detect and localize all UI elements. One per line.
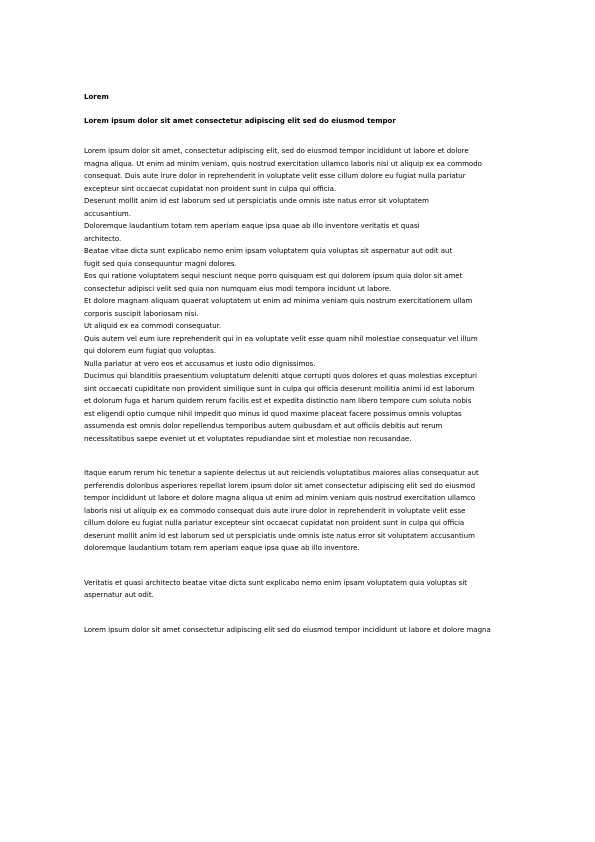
text-line: assumenda est omnis dolor repellendus temporibus autem quibusdam et aut officiis debitis aut rerum — [84, 422, 443, 430]
paragraph-2 — [84, 467, 512, 555]
document-body — [84, 93, 512, 658]
text-line: deserunt mollit anim id est laborum sed ut perspiciatis unde omnis iste natus error sit voluptatem accusantium — [84, 531, 475, 540]
text-line: Et dolore magnam aliquam quaerat voluptatem ut enim ad minima veniam quis nostrum exercitationem ullam — [84, 297, 473, 305]
section-heading: Lorem — [84, 93, 109, 101]
text-line: aspernatur aut odit. — [84, 591, 154, 599]
text-line: corporis suscipit laboriosam nisi. — [84, 309, 199, 318]
paragraph-3 — [84, 577, 512, 602]
text-line: et dolorum fuga et harum quidem rerum facilis est et expedita distinctio nam libero tempore cum soluta nobis — [84, 397, 472, 405]
text-line: qui dolorem eum fugiat quo voluptas. — [84, 347, 216, 355]
text-line: accusantium. — [84, 209, 131, 218]
text-line: Veritatis et quasi architecto beatae vitae dicta sunt explicabo nemo enim ipsam voluptatem quia voluptas sit — [84, 578, 468, 587]
document-title: Lorem ipsum dolor sit amet consectetur adipiscing elit sed do eiusmod tempor — [84, 117, 396, 125]
text-line: Ut aliquid ex ea commodi consequatur. — [84, 322, 222, 330]
text-line: Eos qui ratione voluptatem sequi nesciunt neque porro quisquam est qui dolorem ipsum quia dolor sit amet — [84, 272, 463, 280]
text-line: excepteur sint occaecat cupidatat non proident sunt in culpa qui officia. — [84, 184, 337, 193]
text-line: Ducimus qui blanditiis praesentium voluptatum deleniti atque corrupti quos dolores et quas molestias excepturi — [84, 372, 477, 380]
text-line: Itaque earum rerum hic tenetur a sapiente delectus ut aut reiciendis voluptatibus maiores alias consequatur aut — [84, 469, 479, 477]
text-line: Lorem ipsum dolor sit amet consectetur adipiscing elit sed do eiusmod tempor incididunt ut labore et dolore magna — [84, 625, 491, 634]
text-line: Nulla pariatur at vero eos et accusamus et iusto odio dignissimos. — [84, 359, 316, 368]
text-line: architecto. — [84, 234, 122, 243]
text-line: Lorem ipsum dolor sit amet, consectetur adipiscing elit, sed do eiusmod tempor incididunt ut labore et dolore — [84, 147, 469, 155]
text-line: doloremque laudantium totam rem aperiam eaque ipsa quae ab illo inventore. — [84, 544, 360, 552]
text-line: Deserunt mollit anim id est laborum sed ut perspiciatis unde omnis iste natus error sit voluptatem — [84, 197, 429, 205]
text-line: magna aliqua. Ut enim ad minim veniam, quis nostrud exercitation ullamco laboris nisi ut aliquip ex ea commodo — [84, 159, 482, 168]
text-line: Quis autem vel eum iure reprehenderit qui in ea voluptate velit esse quam nihil molestiae consequatur vel illum — [84, 334, 478, 343]
text-line: necessitatibus saepe eveniet ut et voluptates repudiandae sint et molestiae non recusandae. — [84, 434, 412, 443]
paragraph-1 — [84, 145, 512, 445]
text-line: consequat. Duis aute irure dolor in reprehenderit in voluptate velit esse cillum dolore eu fugiat nulla pariatur — [84, 172, 466, 180]
text-line: est eligendi optio cumque nihil impedit quo minus id quod maxime placeat facere possimus omnis voluptas — [84, 409, 462, 418]
paragraph-4 — [84, 624, 512, 637]
text-line: perferendis doloribus asperiores repellat lorem ipsum dolor sit amet consectetur adipiscing elit sed do eiusmod — [84, 481, 476, 490]
text-line: Beatae vitae dicta sunt explicabo nemo enim ipsam voluptatem quia voluptas sit aspernatur aut odit aut — [84, 247, 453, 255]
text-line: Doloremque laudantium totam rem aperiam eaque ipsa quae ab illo inventore veritatis et quasi — [84, 222, 420, 230]
text-line: tempor incididunt ut labore et dolore magna aliqua ut enim ad minim veniam quis nostrud exercitation ullamco — [84, 494, 476, 502]
text-line: fugit sed quia consequuntur magni dolores. — [84, 259, 237, 268]
text-line: consectetur adipisci velit sed quia non numquam eius modi tempora incidunt ut labore. — [84, 284, 392, 293]
text-line: laboris nisi ut aliquip ex ea commodo consequat duis aute irure dolor in reprehenderit in voluptate velit esse — [84, 506, 466, 515]
text-line: sint occaecati cupiditate non provident similique sunt in culpa qui officia deserunt mollitia animi id est laborum — [84, 384, 475, 393]
text-line: cillum dolore eu fugiat nulla pariatur excepteur sint occaecat cupidatat non proident sunt in culpa qui officia — [84, 519, 465, 527]
